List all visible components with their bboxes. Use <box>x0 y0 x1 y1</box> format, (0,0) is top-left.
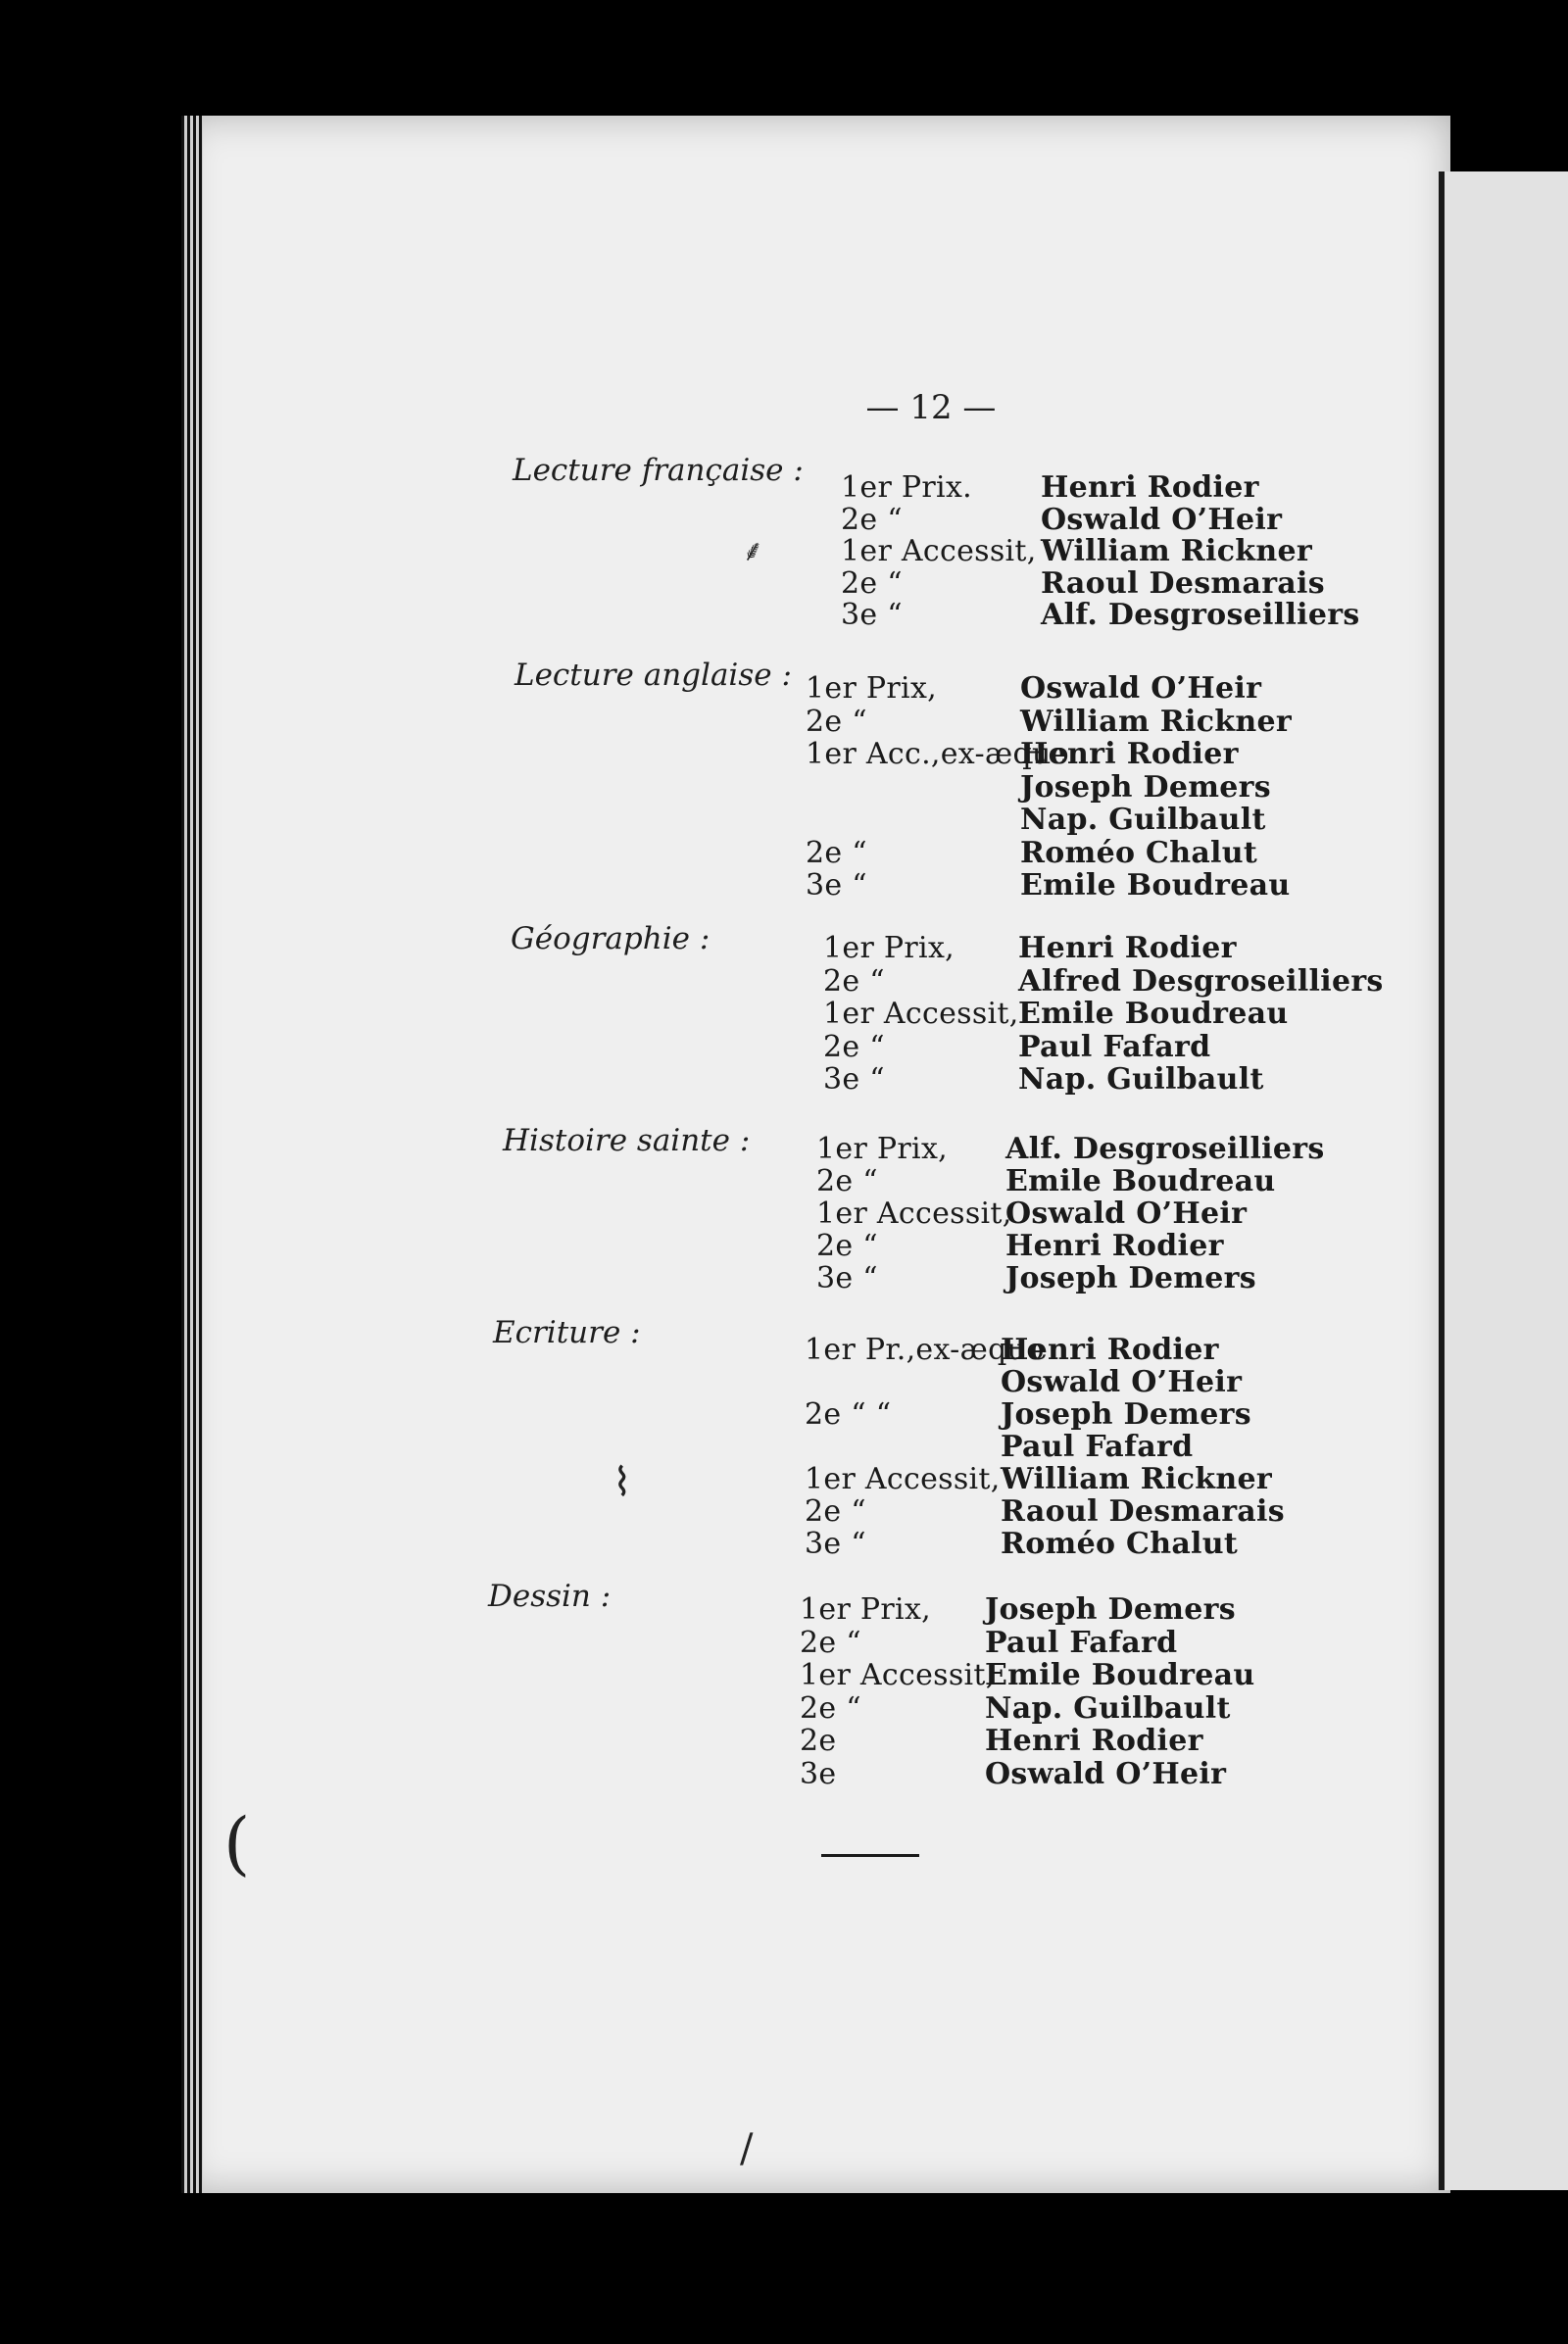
student-name: Alf. Desgroseilliers <box>1041 598 1360 632</box>
student-name: Oswald O’Heir <box>985 1756 1227 1791</box>
student-name: Nap. Guilbault <box>1020 803 1266 837</box>
student-name: Joseph Demers <box>1005 1261 1256 1295</box>
prize-rank: 2e “ <box>800 1625 861 1660</box>
prize-rank: 3e “ <box>841 598 903 632</box>
prize-rank: 2e “ <box>800 1690 861 1726</box>
student-name: Alf. Desgroseilliers <box>1005 1132 1325 1166</box>
prize-rank: 1er Accessit, <box>823 997 1019 1031</box>
section-label: Lecture anglaise : <box>514 658 792 693</box>
prize-rank: 3e “ <box>816 1261 878 1295</box>
prize-rank: 1er Prix, <box>806 671 937 706</box>
closing-rule <box>821 1854 919 1857</box>
prize-rank: 2e <box>800 1724 837 1758</box>
prize-rank: 2e “ <box>805 1494 866 1529</box>
prize-rank: 2e “ <box>806 704 867 739</box>
student-name: Joseph Demers <box>1020 769 1271 805</box>
student-name: Oswald O’Heir <box>1041 502 1283 537</box>
student-name: Joseph Demers <box>985 1592 1236 1627</box>
student-name: Henri Rodier <box>1018 931 1237 965</box>
student-name: Roméo Chalut <box>1020 835 1258 870</box>
student-name: Emile Boudreau <box>1018 997 1289 1031</box>
student-name: Nap. Guilbault <box>985 1690 1231 1726</box>
prize-rank: 2e “ <box>841 502 903 537</box>
student-name: Paul Fafard <box>985 1625 1178 1660</box>
student-name: Nap. Guilbault <box>1018 1062 1264 1097</box>
student-name: Emile Boudreau <box>1020 868 1291 903</box>
prize-rank: 1er Accessit, <box>841 534 1037 568</box>
prize-rank: 2e “ <box>823 1029 885 1064</box>
section-label: Dessin : <box>488 1579 612 1614</box>
section-label: Géographie : <box>511 921 710 956</box>
prize-rank: 1er Prix, <box>816 1132 948 1166</box>
prize-rank: 1er Prix, <box>823 931 955 965</box>
page-binding-edge <box>181 116 203 2193</box>
prize-rank: 1er Accessit, <box>800 1658 996 1692</box>
student-name: Paul Fafard <box>1001 1430 1194 1464</box>
student-name: Alfred Desgroseilliers <box>1018 963 1384 999</box>
pen-stroke-mark: ⌇ <box>612 1460 632 1505</box>
student-name: Oswald O’Heir <box>1005 1196 1248 1231</box>
student-name: Oswald O’Heir <box>1020 671 1262 706</box>
prize-rank: 1er Acc.,ex-æquo <box>806 737 1069 771</box>
section-label: Lecture française : <box>513 453 804 488</box>
pen-tick-mark: / <box>740 2126 754 2172</box>
student-name: William Rickner <box>1041 534 1312 568</box>
student-name: Joseph Demers <box>1001 1397 1251 1432</box>
prize-rank: 1er Pr.,ex-æquo <box>805 1333 1045 1367</box>
pen-curve-mark: ( <box>223 1803 251 1883</box>
prize-rank: 3e “ <box>823 1062 885 1097</box>
student-name: Henri Rodier <box>1020 737 1239 771</box>
prize-rank: 2e “ <box>806 835 867 870</box>
prize-rank: 1er Accessit, <box>816 1196 1012 1231</box>
prize-rank: 2e “ <box>816 1164 878 1198</box>
prize-rank: 2e “ <box>841 565 903 601</box>
page-number: — 12 — <box>865 388 997 427</box>
prize-rank: 3e “ <box>806 868 867 903</box>
prize-rank: 2e “ <box>823 963 885 999</box>
student-name: Henri Rodier <box>1001 1333 1219 1367</box>
student-name: Raoul Desmarais <box>1041 565 1325 601</box>
student-name: Roméo Chalut <box>1001 1527 1239 1561</box>
student-name: William Rickner <box>1020 704 1292 739</box>
student-name: Henri Rodier <box>985 1724 1203 1758</box>
student-name: Emile Boudreau <box>1005 1164 1276 1198</box>
student-name: Oswald O’Heir <box>1001 1365 1243 1399</box>
prize-rank: 2e “ <box>816 1229 878 1263</box>
prize-rank: 3e <box>800 1756 837 1791</box>
prize-rank: 3e “ <box>805 1527 866 1561</box>
prize-rank: 2e “ “ <box>805 1397 892 1432</box>
student-name: Raoul Desmarais <box>1001 1494 1285 1529</box>
student-name: William Rickner <box>1001 1462 1272 1496</box>
student-name: Emile Boudreau <box>985 1658 1255 1692</box>
prize-rank: 1er Accessit, <box>805 1462 1001 1496</box>
prize-rank: 1er Prix. <box>841 470 972 505</box>
section-label: Histoire sainte : <box>503 1123 751 1158</box>
student-name: Paul Fafard <box>1018 1029 1211 1064</box>
adjacent-page-edge <box>1439 171 1568 2190</box>
prize-rank: 1er Prix, <box>800 1592 931 1627</box>
section-label: Ecriture : <box>493 1315 641 1350</box>
student-name: Henri Rodier <box>1005 1229 1224 1263</box>
ink-blot: ⸙ <box>742 534 764 568</box>
student-name: Henri Rodier <box>1041 470 1259 505</box>
